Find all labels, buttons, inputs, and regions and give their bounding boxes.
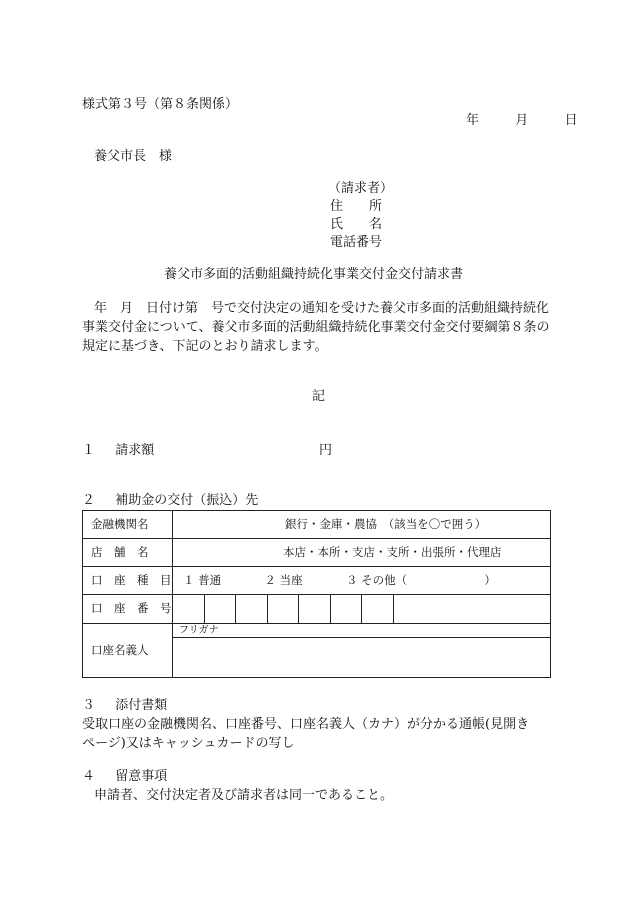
body-line-1: 年 月 日付け第 号で交付決定の通知を受けた養父市多面的活動組織持続化 — [94, 301, 550, 316]
account-number-row — [83, 595, 551, 624]
claimant-name-label: 氏 名 — [330, 217, 383, 232]
date-day: 日 — [564, 113, 578, 128]
ki-mark: 記 — [312, 389, 326, 404]
section3 — [82, 699, 167, 712]
account-number-label-cell — [83, 595, 173, 624]
account-digit-box[interactable] — [362, 595, 394, 623]
form-number: 様式第３号（第８条関係） — [82, 97, 239, 112]
account-type-option-regular: １ 普通 — [183, 572, 222, 587]
account-number-label: 口 座 番 号 — [91, 601, 172, 616]
institution-row — [83, 511, 551, 539]
section3-number: ３ — [82, 698, 96, 713]
account-digit-box-trailing — [394, 595, 426, 623]
account-digit-box[interactable] — [173, 595, 205, 623]
account-type-option-other: ３ その他（ — [345, 572, 408, 587]
account-type-value-cell[interactable] — [173, 567, 551, 595]
furigana-cell[interactable] — [173, 624, 551, 638]
holder-furigana-row — [83, 624, 551, 638]
section3-label: 添付書類 — [115, 698, 168, 713]
claimant-phone-label: 電話番号 — [330, 235, 383, 250]
section4-number: ４ — [82, 769, 96, 784]
account-digit-box[interactable] — [268, 595, 300, 623]
account-type-option-checking: ２ 当座 — [264, 572, 303, 587]
holder-name-cell[interactable] — [173, 638, 551, 678]
branch-label: 店 舗 名 — [91, 544, 149, 559]
section2 — [82, 494, 258, 507]
account-type-option-other-close: ） — [484, 572, 496, 587]
section3-line-2: ページ)又はキャッシュカードの写し — [82, 736, 295, 751]
section2-number: ２ — [82, 493, 96, 508]
addressee: 養父市長 様 — [94, 149, 173, 164]
branch-label-cell — [83, 539, 173, 567]
institution-value: 銀行・金庫・農協 （該当を〇で囲う） — [285, 516, 487, 531]
account-number-digits — [173, 595, 550, 623]
section1-number: １ — [82, 443, 96, 458]
branch-value-cell[interactable] — [173, 539, 551, 567]
account-digit-box[interactable] — [236, 595, 268, 623]
document-title: 養父市多面的活動組織持続化事業交付金交付請求書 — [164, 267, 464, 282]
section1 — [82, 444, 154, 457]
account-digit-box[interactable] — [299, 595, 331, 623]
date-year: 年 — [466, 113, 480, 128]
section3-line-1: 受取口座の金融機関名、口座番号、口座名義人（カナ）が分かる通帳(見開き — [82, 717, 530, 732]
furigana-label: フリガナ — [179, 624, 219, 636]
account-digit-box[interactable] — [205, 595, 237, 623]
section4-text: 申請者、交付決定者及び請求者は同一であること。 — [94, 788, 394, 803]
claimant-address-label: 住 所 — [330, 199, 383, 214]
account-digit-box[interactable] — [331, 595, 363, 623]
date-month: 月 — [515, 113, 529, 128]
institution-label-cell — [83, 511, 173, 539]
section4-label: 留意事項 — [115, 769, 168, 784]
institution-value-cell[interactable] — [173, 511, 551, 539]
section4 — [82, 770, 167, 783]
account-type-label: 口 座 種 目 — [91, 572, 172, 587]
branch-value: 本店・本所・支店・支所・出張所・代理店 — [283, 544, 502, 559]
body-line-3: 規定に基づき、下記のとおり請求します。 — [82, 339, 328, 354]
section1-unit: 円 — [319, 443, 333, 458]
holder-label-cell — [83, 624, 173, 678]
institution-label: 金融機関名 — [91, 516, 149, 531]
account-type-label-cell — [83, 567, 173, 595]
holder-label: 口座名義人 — [91, 642, 149, 657]
section1-label: 請求額 — [115, 443, 155, 458]
claimant-heading: （請求者） — [328, 181, 394, 196]
date-line — [466, 114, 578, 127]
account-type-options — [173, 572, 550, 587]
branch-row — [83, 539, 551, 567]
account-type-row — [83, 567, 551, 595]
section2-label: 補助金の交付（振込）先 — [115, 493, 259, 508]
body-line-2: 事業交付金について、養父市多面的活動組織持続化事業交付金交付要綱第８条の — [82, 320, 550, 335]
account-number-digits-cell — [173, 595, 551, 624]
bank-transfer-table — [82, 510, 551, 678]
